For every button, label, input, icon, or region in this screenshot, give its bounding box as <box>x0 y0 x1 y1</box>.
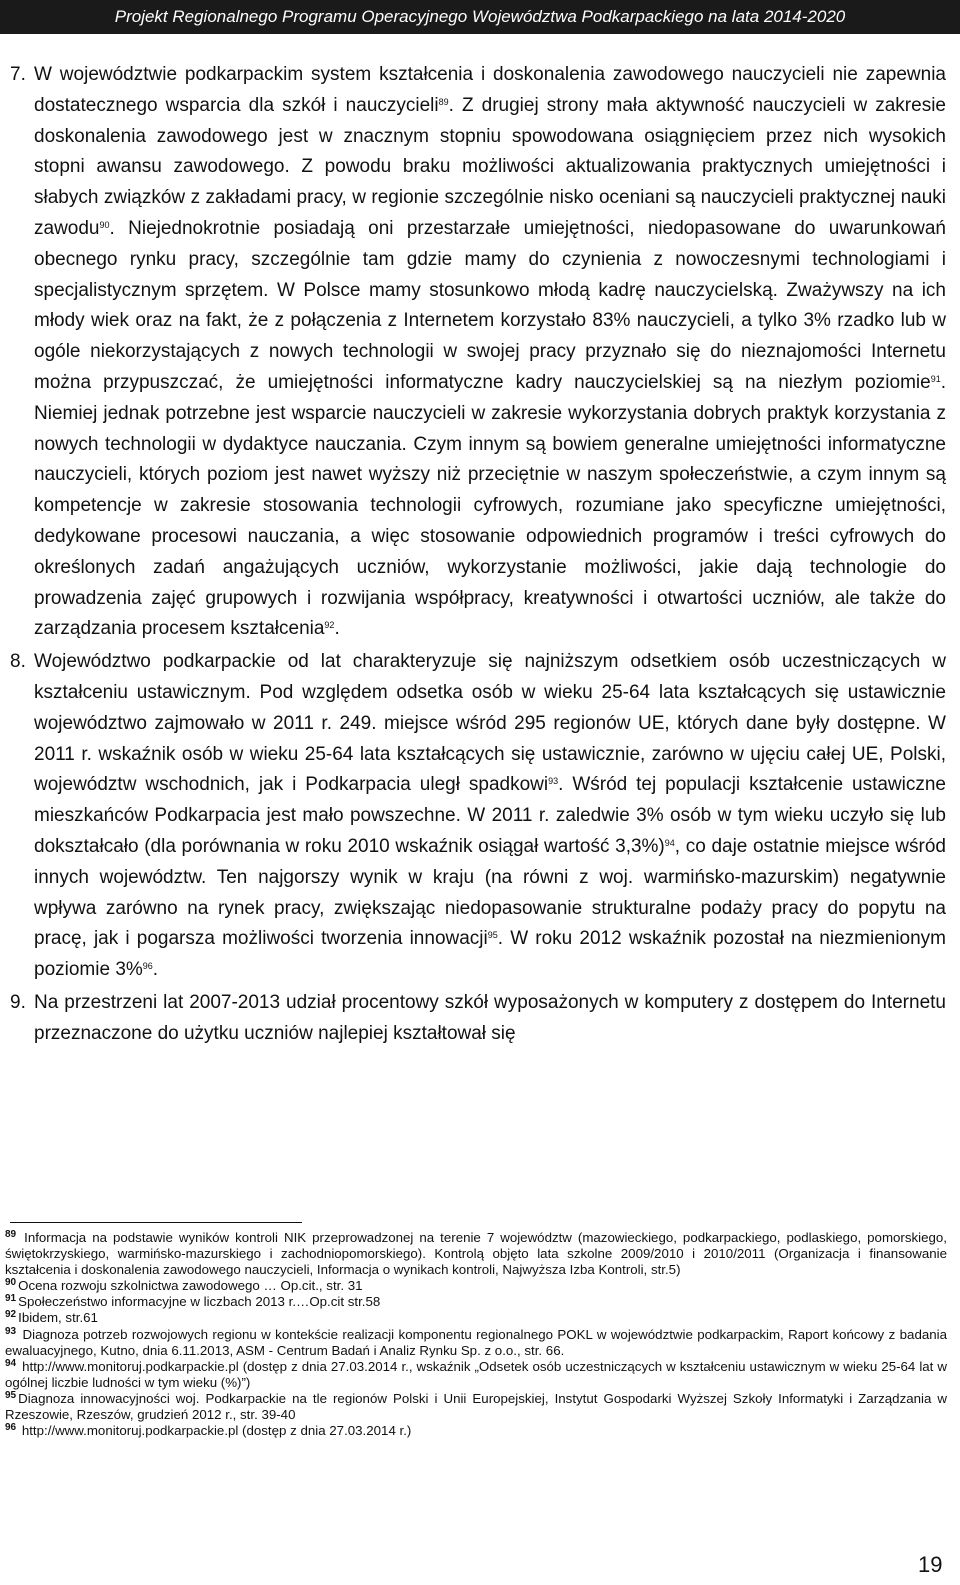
footnote-number: 94 <box>5 1357 17 1369</box>
footnote: $^{89}$ Informacja na podstawie wyników kontroli NIK przeprowadzonej na terenie 7 województw (mazowieckiego, podkarpackiego, podlaskiego, pomorskiego, świętokrzyskiego, warmińsko-mazurskiego i zachodniopomorskiego). Kontrolą objęto lata szkolne 2009/2010 i 2010/2011 (Organizacja i finansowanie kształcenia i doskonalenia zawodowego nauczycieli, Informacja o wynikach kontroli, Najwyższa Izba Kontroli, str.5) <box>5 1229 947 1278</box>
footnote-ref[interactable]: 89 <box>438 96 449 107</box>
document-header: Projekt Regionalnego Programu Operacyjnego Województwa Podkarpackiego na lata 2014-2020 <box>0 0 960 34</box>
footnote-number: 91 <box>5 1293 17 1305</box>
item-number: 8. <box>10 651 26 673</box>
footnote: $^{92}$ Ibidem, str.61 <box>5 1309 98 1326</box>
footnote-number: 95 <box>5 1389 17 1401</box>
main-content <box>10 60 946 1052</box>
footnote-ref[interactable]: 93 <box>548 776 559 787</box>
footnote: $^{95}$ Diagnoza innowacyjności woj. Podkarpackie na tle regionów Polski i Unii Europejskiej, Instytut Gospodarki Wyższej Szkoły Informatyki i Zarządzania w Rzeszowie, Rzeszów, grudzień 2012 r., str. 39-40 <box>5 1389 947 1423</box>
list-item-9 <box>10 988 946 1050</box>
item-number: 7. <box>10 64 26 85</box>
item-number: 9. <box>10 991 26 1013</box>
page-number: 19 <box>918 1552 943 1577</box>
footnote-separator <box>10 1222 302 1223</box>
footnote-ref[interactable]: 92 <box>324 620 335 631</box>
footnote-ref[interactable]: 96 <box>142 961 153 972</box>
footnote: $^{91}$ Społeczeństwo informacyjne w liczbach 2013 r.…Op.cit str.58 <box>5 1293 381 1310</box>
item-paragraph: W województwie podkarpackim system kształcenia i doskonalenia zawodowego nauczycieli nie zapewnia dostatecznego wsparcia dla szkół i nauczycieli$^{89}$. Z drugiej strony mała aktywność nauczycieli w zakresie doskonalenia zawodowego jest w znacznym stopniu spowodowana osiągnięciem przez nich wysokich stopni awansu zawodowego. Z powodu braku możliwości aktualizowania praktycznych umiejętności i słabych związków z zakładami pracy, w regionie szczególnie nisko oceniani są nauczycieli praktycznej nauki zawodu$^{90}$. Niejednokrotnie posiadają oni przestarzałe umiejętności, niedopasowane do uwarunkowań obecnego rynku pracy, szczególnie tam gdzie mamy do czynienia z nowoczesnymi technologiami i specjalistycznym sprzętem. W Polsce mamy stosunkowo młodą kadrę nauczycielską. Zważywszy na ich młody wiek oraz na fakt, że z połączenia z Internetem korzystało 83% nauczycieli, a tylko 3% rzadko lub w ogóle niekorzystających z nowych technologii w swojej pracy przyznało się do nieznajomości Internetu można przypuszczać, że umiejętności informatyczne kadry nauczycielskiej są na niezłym poziomie$^{91}$. Niemiej jednak potrzebne jest wsparcie nauczycieli w zakresie wykorzystania dobrych praktyk korzystania z nowych technologii w dydaktyce nauczania. Czym innym są bowiem generalne umiejętności informatyczne nauczycieli, których poziom jest nawet wyższy niż przeciętnie w naszym społeczeństwie, a czym innym są kompetencje w zakresie stosowania technologii cyfrowych, rozumiane jako specyficzne umiejętności, dedykowane procesowi nauczania, a więc stosowanie odpowiednich programów i treści cyfrowych do określonych zadań angażujących uczniów, wykorzystanie możliwości, jakie dają technologie do prowadzenia zajęć grupowych i rozwijania współpracy, kreatywności i otwartości uczniów, ale także do zarządzania procesem kształcenia$^{92}$. <box>34 64 946 640</box>
list-item-7 <box>10 60 946 645</box>
footnote-number: 96 <box>5 1422 17 1434</box>
footnote: $^{90}$ Ocena rozwoju szkolnictwa zawodowego … Op.cit., str. 31 <box>5 1277 363 1294</box>
footnote-ref[interactable]: 91 <box>930 373 941 384</box>
footnote-number: 90 <box>5 1277 17 1289</box>
footnote: $^{96}$ http://www.monitoruj.podkarpackie.pl (dostęp z dnia 27.03.2014 r.) <box>5 1422 412 1439</box>
footnote-ref[interactable]: 95 <box>487 930 498 941</box>
footnote: $^{94}$ http://www.monitoruj.podkarpackie.pl (dostęp z dnia 27.03.2014 r., wskaźnik „Odsetek osób uczestniczących w kształceniu ustawicznym w wieku 25-64 lat w ogólnej liczbie ludności w tym wieku (%)”) <box>5 1357 947 1390</box>
footnote-ref[interactable]: 90 <box>99 219 110 230</box>
list-item-8 <box>10 647 946 986</box>
footnote-number: 93 <box>5 1325 17 1337</box>
footnote-number: 92 <box>5 1309 17 1321</box>
footnote-ref[interactable]: 94 <box>664 837 675 848</box>
footnotes <box>5 1230 947 1439</box>
footnote: $^{93}$ Diagnoza potrzeb rozwojowych regionu w kontekście realizacji komponentu regionalnego POKL w województwie podkarpackim, Raport końcowy z badania ewaluacyjnego, Kutno, dnia 6.11.2013, ASM - Centrum Badań i Analiz Rynku Sp. z o.o., str. 66. <box>5 1325 947 1358</box>
item-paragraph: Województwo podkarpackie od lat charakteryzuje się najniższym odsetkiem osób uczestniczących w kształceniu ustawicznym. Pod względem odsetka osób w wieku 25-64 lata kształcących się ustawicznie województwo zajmowało w 2011 r. 249. miejsce wśród 295 regionów UE, których dane były dostępne. W 2011 r. wskaźnik osób w wieku 25-64 lata kształcących się ustawicznie, zarówno w ujęciu całej UE, Polski, województw wschodnich, jak i Podkarpacia uległ spadkowi$^{93}$. Wśród tej populacji kształcenie ustawiczne mieszkańców Podkarpacia jest mało powszechne. W 2011 r. zaledwie 3% osób w tym wieku uczyło się lub dokształcało (dla porównania w roku 2010 wskaźnik osiągał wartość 3,3%)$^{94}$, co daje ostatnie miejsce wśród innych województw. Ten najgorszy wynik w kraju (na równi z woj. warmińsko-mazurskim) negatywnie wpływa zarówno na rynek pracy, zwiększając niedopasowanie strukturalne podaży pracy do popytu na pracę, jak i pogarsza możliwości tworzenia innowacji$^{95}$. W roku 2012 wskaźnik pozostał na niezmienionym poziomie 3%$^{96}$. <box>34 651 947 981</box>
footnote-number: 89 <box>5 1229 17 1240</box>
item-paragraph: Na przestrzeni lat 2007-2013 udział procentowy szkół wyposażonych w komputery z dostępem do Internetu przeznaczone do użytku uczniów najlepiej kształtował się <box>34 991 946 1044</box>
